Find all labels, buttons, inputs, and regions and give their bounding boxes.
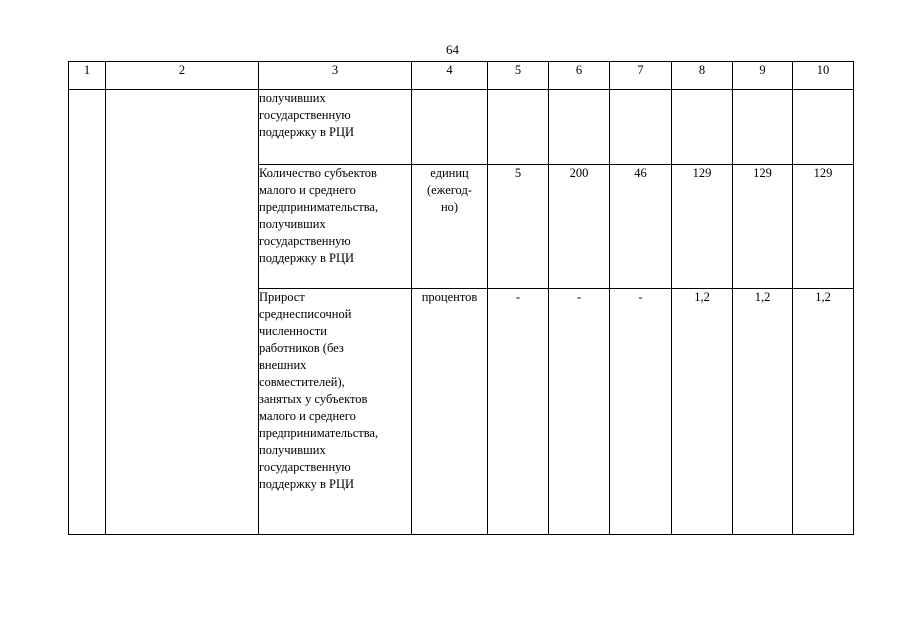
- column-header-4: 4: [412, 62, 488, 90]
- column-header-9: 9: [733, 62, 793, 90]
- header-row: [69, 62, 854, 90]
- value-cell-9: 129: [733, 165, 793, 289]
- value-cell-7: 46: [610, 165, 672, 289]
- unit-cell: [412, 90, 488, 165]
- column-header-2: 2: [106, 62, 259, 90]
- indicator-cell: получивших государственную поддержку в РЦИ: [259, 90, 412, 165]
- value-cell-7: [610, 90, 672, 165]
- value-cell-5: 5: [488, 165, 549, 289]
- value-cell-5: -: [488, 289, 549, 535]
- indicator-cell: Прирост среднесписочной численности работников (без внешних совместителей), занятых у субъектов малого и среднего предпринимательства, получивших государственную поддержку в РЦИ: [259, 289, 412, 535]
- column-header-8: 8: [672, 62, 733, 90]
- value-cell-5: [488, 90, 549, 165]
- value-cell-10: 1,2: [793, 289, 854, 535]
- value-cell-6: 200: [549, 165, 610, 289]
- unit-cell: единиц (ежегод- но): [412, 165, 488, 289]
- column-header-6: 6: [549, 62, 610, 90]
- value-cell-10: 129: [793, 165, 854, 289]
- page-number: 64: [446, 42, 459, 57]
- merged-cell-col-1: [69, 90, 106, 535]
- value-cell-6: -: [549, 289, 610, 535]
- column-header-5: 5: [488, 62, 549, 90]
- unit-cell: процентов: [412, 289, 488, 535]
- value-cell-8: [672, 90, 733, 165]
- indicators-table: [68, 61, 854, 535]
- merged-cell-col-2: [106, 90, 259, 535]
- value-cell-8: 1,2: [672, 289, 733, 535]
- value-cell-6: [549, 90, 610, 165]
- column-header-10: 10: [793, 62, 854, 90]
- indicator-cell: Количество субъектов малого и среднего предпринимательства, получивших государственную поддержку в РЦИ: [259, 165, 412, 289]
- value-cell-8: 129: [672, 165, 733, 289]
- column-header-3: 3: [259, 62, 412, 90]
- column-header-1: 1: [69, 62, 106, 90]
- value-cell-10: [793, 90, 854, 165]
- table-row: [69, 90, 854, 165]
- column-header-7: 7: [610, 62, 672, 90]
- value-cell-9: 1,2: [733, 289, 793, 535]
- value-cell-9: [733, 90, 793, 165]
- value-cell-7: -: [610, 289, 672, 535]
